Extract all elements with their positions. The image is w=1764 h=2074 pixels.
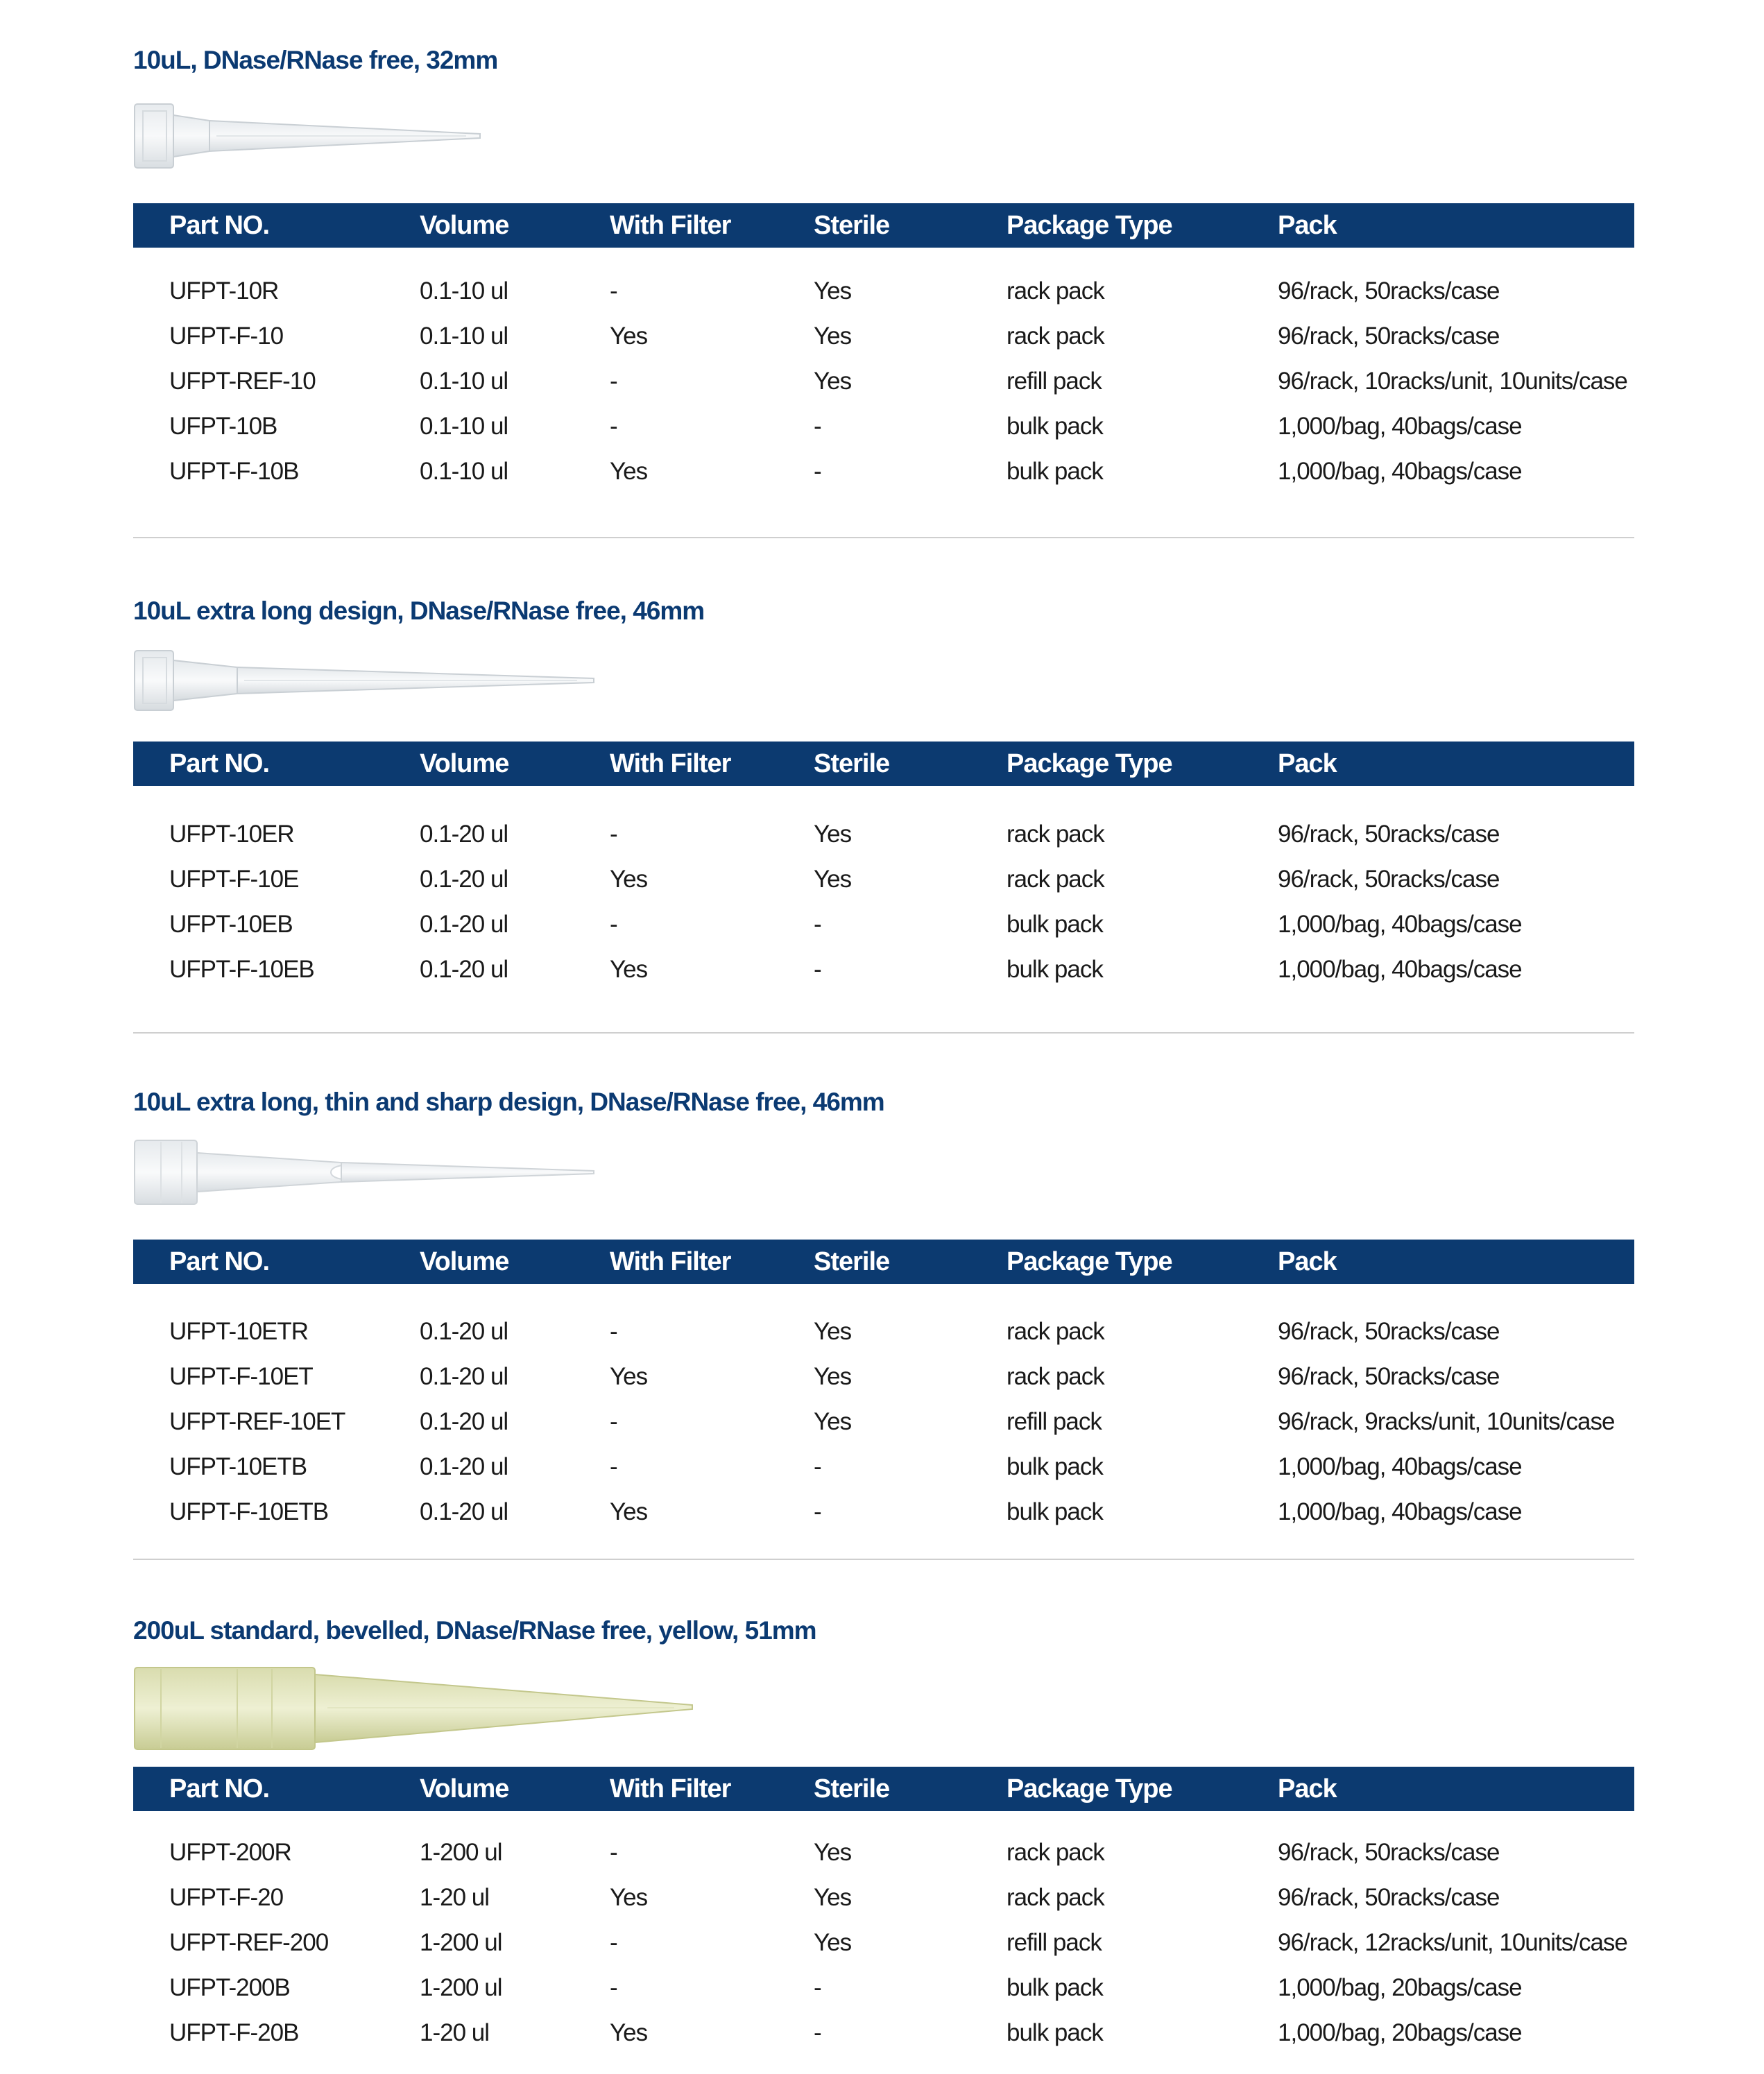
cell-with-filter: -	[610, 1974, 617, 2001]
cell-part-no: UFPT-F-10EB	[169, 956, 314, 983]
cell-part-no: UFPT-200B	[169, 1974, 290, 2001]
cell-part-no: UFPT-F-10ETB	[169, 1498, 329, 1525]
cell-package-type: refill pack	[1007, 1408, 1102, 1435]
section-title: 10uL extra long, thin and sharp design, DNase/RNase free, 46mm	[133, 1088, 884, 1116]
section-title: 200uL standard, bevelled, DNase/RNase free, yellow, 51mm	[133, 1616, 816, 1645]
cell-part-no: UFPT-F-10ET	[169, 1363, 313, 1390]
cell-package-type: bulk pack	[1007, 956, 1103, 983]
header-with-filter: With Filter	[610, 749, 731, 778]
cell-with-filter: -	[610, 277, 617, 305]
cell-package-type: refill pack	[1007, 1929, 1102, 1956]
cell-package-type: rack pack	[1007, 277, 1104, 305]
header-package-type: Package Type	[1007, 1774, 1172, 1803]
cell-package-type: rack pack	[1007, 1363, 1104, 1390]
table-row	[133, 947, 1634, 992]
cell-volume: 0.1-20 ul	[420, 1318, 508, 1345]
cell-sterile: Yes	[814, 1408, 852, 1435]
cell-volume: 0.1-20 ul	[420, 911, 508, 938]
cell-package-type: refill pack	[1007, 368, 1102, 395]
table-header	[133, 1767, 1634, 1811]
section-divider	[133, 1032, 1634, 1034]
cell-pack: 1,000/bag, 20bags/case	[1278, 1974, 1522, 2001]
cell-with-filter: -	[610, 1318, 617, 1345]
table-row	[133, 1489, 1634, 1534]
header-volume: Volume	[420, 749, 509, 778]
table-row	[133, 2010, 1634, 2055]
header-pack: Pack	[1278, 1247, 1337, 1276]
cell-volume: 1-20 ul	[420, 2019, 490, 2046]
cell-with-filter: -	[610, 1929, 617, 1956]
cell-sterile: -	[814, 458, 821, 485]
cell-part-no: UFPT-REF-10ET	[169, 1408, 345, 1435]
cell-part-no: UFPT-REF-10	[169, 368, 316, 395]
cell-pack: 96/rack, 50racks/case	[1278, 1363, 1500, 1390]
cell-with-filter: Yes	[610, 2019, 648, 2046]
cell-package-type: bulk pack	[1007, 911, 1103, 938]
cell-with-filter: -	[610, 821, 617, 848]
cell-part-no: UFPT-F-10	[169, 323, 284, 350]
cell-part-no: UFPT-F-10B	[169, 458, 299, 485]
cell-pack: 96/rack, 10racks/unit, 10units/case	[1278, 368, 1627, 395]
section-divider	[133, 537, 1634, 538]
pipette-tip-10ul-thin-sharp-image	[133, 1139, 605, 1206]
table-row	[133, 1354, 1634, 1399]
table-row	[133, 1875, 1634, 1920]
header-part-no: Part NO.	[169, 211, 270, 240]
cell-package-type: bulk pack	[1007, 1453, 1103, 1480]
cell-pack: 96/rack, 50racks/case	[1278, 821, 1500, 848]
cell-part-no: UFPT-10ETR	[169, 1318, 309, 1345]
cell-package-type: bulk pack	[1007, 2019, 1103, 2046]
cell-with-filter: -	[610, 911, 617, 938]
header-with-filter: With Filter	[610, 211, 731, 240]
table-row	[133, 812, 1634, 857]
cell-volume: 1-20 ul	[420, 1884, 490, 1911]
header-part-no: Part NO.	[169, 1774, 270, 1803]
cell-sterile: Yes	[814, 821, 852, 848]
header-volume: Volume	[420, 211, 509, 240]
cell-sterile: Yes	[814, 1363, 852, 1390]
header-with-filter: With Filter	[610, 1774, 731, 1803]
cell-sterile: Yes	[814, 1318, 852, 1345]
cell-pack: 96/rack, 50racks/case	[1278, 866, 1500, 893]
cell-part-no: UFPT-F-20	[169, 1884, 284, 1911]
table-row	[133, 359, 1634, 404]
cell-with-filter: Yes	[610, 323, 648, 350]
cell-with-filter: -	[610, 368, 617, 395]
table-row	[133, 1830, 1634, 1875]
cell-pack: 1,000/bag, 40bags/case	[1278, 458, 1522, 485]
cell-with-filter: Yes	[610, 458, 648, 485]
cell-volume: 0.1-10 ul	[420, 458, 508, 485]
cell-with-filter: -	[610, 1453, 617, 1480]
header-package-type: Package Type	[1007, 1247, 1172, 1276]
cell-with-filter: -	[610, 1408, 617, 1435]
cell-sterile: Yes	[814, 1929, 852, 1956]
header-part-no: Part NO.	[169, 1247, 270, 1276]
cell-pack: 96/rack, 9racks/unit, 10units/case	[1278, 1408, 1615, 1435]
header-volume: Volume	[420, 1247, 509, 1276]
table-row	[133, 857, 1634, 902]
cell-with-filter: -	[610, 1839, 617, 1866]
cell-volume: 1-200 ul	[420, 1839, 502, 1866]
cell-part-no: UFPT-200R	[169, 1839, 291, 1866]
cell-with-filter: Yes	[610, 956, 648, 983]
header-sterile: Sterile	[814, 1247, 890, 1276]
cell-volume: 0.1-10 ul	[420, 413, 508, 440]
cell-package-type: rack pack	[1007, 866, 1104, 893]
cell-volume: 0.1-20 ul	[420, 1408, 508, 1435]
header-sterile: Sterile	[814, 1774, 890, 1803]
section-title: 10uL extra long design, DNase/RNase free, 46mm	[133, 597, 705, 625]
pipette-tip-10ul-image	[133, 103, 494, 169]
section-title: 10uL, DNase/RNase free, 32mm	[133, 46, 498, 74]
cell-sterile: -	[814, 2019, 821, 2046]
cell-part-no: UFPT-F-20B	[169, 2019, 299, 2046]
cell-volume: 0.1-10 ul	[420, 277, 508, 305]
cell-volume: 0.1-20 ul	[420, 1453, 508, 1480]
cell-pack: 1,000/bag, 40bags/case	[1278, 1453, 1522, 1480]
table-row	[133, 268, 1634, 314]
table-header	[133, 203, 1634, 248]
cell-sterile: -	[814, 413, 821, 440]
cell-volume: 1-200 ul	[420, 1974, 502, 2001]
cell-with-filter: Yes	[610, 1498, 648, 1525]
header-sterile: Sterile	[814, 749, 890, 778]
cell-sterile: Yes	[814, 368, 852, 395]
cell-package-type: rack pack	[1007, 821, 1104, 848]
cell-part-no: UFPT-F-10E	[169, 866, 299, 893]
cell-sterile: -	[814, 956, 821, 983]
pipette-tip-200ul-yellow-image	[133, 1665, 702, 1752]
cell-package-type: rack pack	[1007, 1839, 1104, 1866]
cell-volume: 0.1-20 ul	[420, 956, 508, 983]
cell-part-no: UFPT-10ER	[169, 821, 294, 848]
cell-pack: 1,000/bag, 40bags/case	[1278, 911, 1522, 938]
table-header	[133, 1240, 1634, 1284]
cell-sterile: -	[814, 1498, 821, 1525]
cell-part-no: UFPT-REF-200	[169, 1929, 329, 1956]
cell-pack: 96/rack, 12racks/unit, 10units/case	[1278, 1929, 1627, 1956]
table-row	[133, 1920, 1634, 1965]
cell-package-type: bulk pack	[1007, 458, 1103, 485]
pipette-tip-10ul-extra-long-image	[133, 649, 605, 712]
cell-volume: 0.1-10 ul	[420, 323, 508, 350]
cell-with-filter: Yes	[610, 866, 648, 893]
cell-pack: 96/rack, 50racks/case	[1278, 323, 1500, 350]
cell-part-no: UFPT-10B	[169, 413, 277, 440]
cell-volume: 0.1-20 ul	[420, 866, 508, 893]
cell-package-type: bulk pack	[1007, 1498, 1103, 1525]
cell-part-no: UFPT-10EB	[169, 911, 293, 938]
cell-package-type: rack pack	[1007, 323, 1104, 350]
cell-with-filter: -	[610, 413, 617, 440]
cell-with-filter: Yes	[610, 1884, 648, 1911]
cell-pack: 1,000/bag, 20bags/case	[1278, 2019, 1522, 2046]
cell-with-filter: Yes	[610, 1363, 648, 1390]
table-row	[133, 1309, 1634, 1354]
cell-volume: 0.1-10 ul	[420, 368, 508, 395]
table-row	[133, 902, 1634, 947]
table-row	[133, 1444, 1634, 1489]
header-package-type: Package Type	[1007, 211, 1172, 240]
table-row	[133, 1965, 1634, 2010]
header-package-type: Package Type	[1007, 749, 1172, 778]
cell-part-no: UFPT-10R	[169, 277, 279, 305]
cell-volume: 1-200 ul	[420, 1929, 502, 1956]
cell-sterile: -	[814, 1453, 821, 1480]
cell-pack: 96/rack, 50racks/case	[1278, 1884, 1500, 1911]
cell-pack: 96/rack, 50racks/case	[1278, 1318, 1500, 1345]
header-sterile: Sterile	[814, 211, 890, 240]
table-row	[133, 314, 1634, 359]
cell-pack: 96/rack, 50racks/case	[1278, 277, 1500, 305]
cell-pack: 1,000/bag, 40bags/case	[1278, 956, 1522, 983]
header-part-no: Part NO.	[169, 749, 270, 778]
header-pack: Pack	[1278, 749, 1337, 778]
cell-sterile: Yes	[814, 1884, 852, 1911]
cell-volume: 0.1-20 ul	[420, 821, 508, 848]
cell-sterile: -	[814, 911, 821, 938]
cell-package-type: rack pack	[1007, 1884, 1104, 1911]
cell-sterile: Yes	[814, 277, 852, 305]
table-header	[133, 742, 1634, 786]
table-row	[133, 404, 1634, 449]
table-row	[133, 1399, 1634, 1444]
header-pack: Pack	[1278, 211, 1337, 240]
cell-pack: 1,000/bag, 40bags/case	[1278, 413, 1522, 440]
section-divider	[133, 1559, 1634, 1560]
table-row	[133, 449, 1634, 494]
header-volume: Volume	[420, 1774, 509, 1803]
cell-pack: 1,000/bag, 40bags/case	[1278, 1498, 1522, 1525]
cell-package-type: rack pack	[1007, 1318, 1104, 1345]
header-with-filter: With Filter	[610, 1247, 731, 1276]
cell-sterile: Yes	[814, 866, 852, 893]
cell-sterile: Yes	[814, 1839, 852, 1866]
cell-volume: 0.1-20 ul	[420, 1363, 508, 1390]
cell-sterile: Yes	[814, 323, 852, 350]
header-pack: Pack	[1278, 1774, 1337, 1803]
cell-package-type: bulk pack	[1007, 413, 1103, 440]
cell-pack: 96/rack, 50racks/case	[1278, 1839, 1500, 1866]
cell-package-type: bulk pack	[1007, 1974, 1103, 2001]
cell-volume: 0.1-20 ul	[420, 1498, 508, 1525]
cell-part-no: UFPT-10ETB	[169, 1453, 307, 1480]
cell-sterile: -	[814, 1974, 821, 2001]
